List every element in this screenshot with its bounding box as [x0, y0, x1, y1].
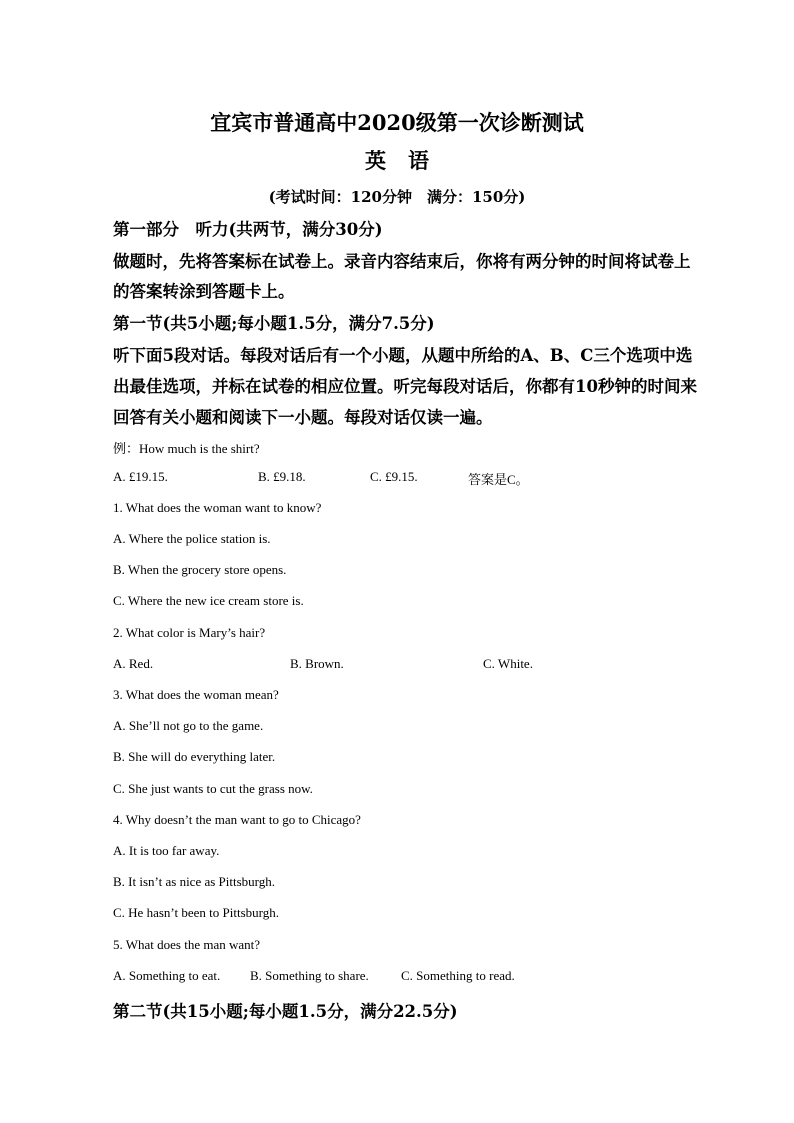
part1-instruction-line1: 做题时，先将答案标在试卷上。录音内容结束后，你将有两分钟的时间将试卷上 [113, 252, 691, 271]
exam-info: (考试时间：120分钟 满分：150分) [268, 188, 526, 206]
question-1-option-a: A. Where the police station is. [113, 531, 271, 546]
section1-heading: 第一节(共5小题;每小题1.5分，满分7.5分) [113, 314, 435, 333]
question-2-option-b: B. Brown. [290, 656, 344, 671]
example-question: 例：How much is the shirt? [113, 441, 260, 456]
section1-instruction-line2: 出最佳选项，并标在试卷的相应位置。听完每段对话后，你都有10秒钟的时间来 [113, 377, 697, 396]
question-4: 4. Why doesn’t the man want to go to Chicago? [113, 812, 361, 827]
section1-instruction-line3: 回答有关小题和阅读下一小题。每段对话仅读一遍。 [113, 408, 493, 427]
question-5-option-b: B. Something to share. [250, 968, 369, 983]
example-option-a: A. £19.15. [113, 469, 168, 484]
example-answer: 答案是C。 [468, 472, 529, 487]
question-5-option-a: A. Something to eat. [113, 968, 221, 983]
section1-instruction-line1: 听下面5段对话。每段对话后有一个小题，从题中所给的A、B、C三个选项中选 [113, 346, 693, 365]
question-5-option-c: C. Something to read. [401, 968, 515, 983]
question-5: 5. What does the man want? [113, 937, 261, 952]
question-4-option-c: C. He hasn’t been to Pittsburgh. [113, 905, 279, 920]
question-3-option-a: A. She’ll not go to the game. [113, 718, 264, 733]
subject-title: 英语 [365, 148, 451, 173]
exam-title: 宜宾市普通高中2020级第一次诊断测试 [210, 110, 584, 135]
question-1: 1. What does the woman want to know? [113, 500, 322, 515]
part1-heading: 第一部分 听力(共两节，满分30分) [113, 220, 383, 239]
question-1-option-c: C. Where the new ice cream store is. [113, 593, 304, 608]
question-3-option-c: C. She just wants to cut the grass now. [113, 781, 313, 796]
question-4-option-a: A. It is too far away. [113, 843, 220, 858]
section2-heading: 第二节(共15小题;每小题1.5分，满分22.5分) [113, 1002, 458, 1021]
question-2-option-a: A. Red. [113, 656, 154, 671]
part1-instruction-line2: 的答案转涂到答题卡上。 [113, 282, 295, 301]
question-4-option-b: B. It isn’t as nice as Pittsburgh. [113, 874, 276, 889]
question-3-option-b: B. She will do everything later. [113, 749, 276, 764]
question-2: 2. What color is Mary’s hair? [113, 625, 266, 640]
question-2-option-c: C. White. [483, 656, 533, 671]
question-1-option-b: B. When the grocery store opens. [113, 562, 287, 577]
question-3: 3. What does the woman mean? [113, 687, 279, 702]
example-option-c: C. £9.15. [370, 469, 418, 484]
example-option-b: B. £9.18. [258, 469, 306, 484]
